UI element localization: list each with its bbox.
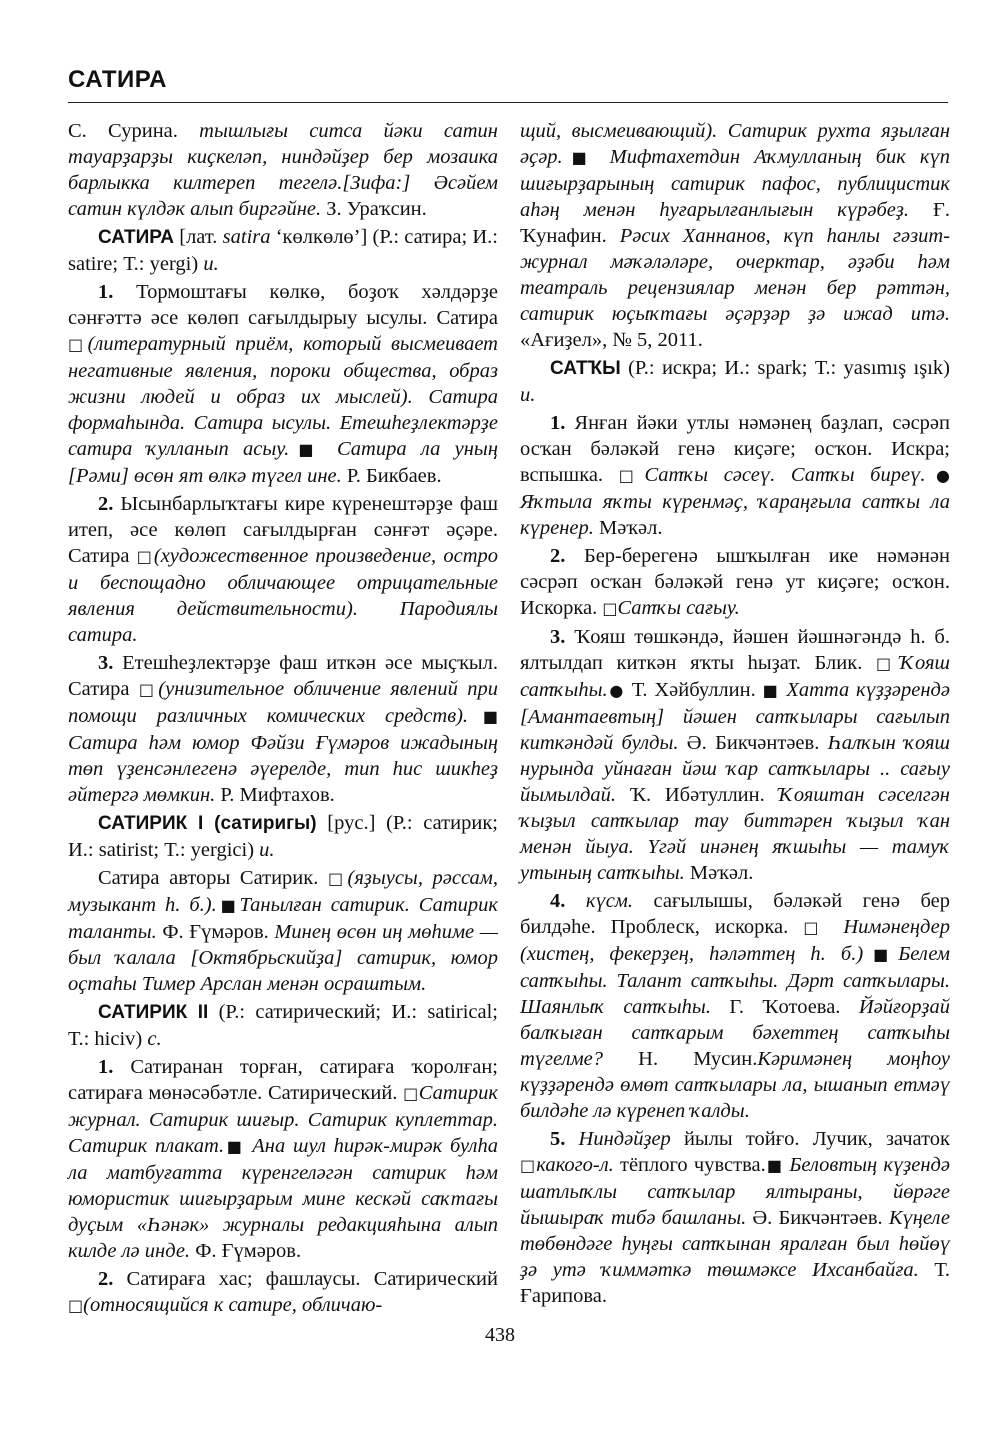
- example-text: Үгәй инәнең яҡшыһы — тамуҡ утының сатҡыһы.: [520, 836, 951, 884]
- example-text: и.: [520, 384, 536, 406]
- example-text: Ниндәйҙер: [565, 1128, 671, 1150]
- example-text: (художественное произведение, остро и беспощадно обличающее отрицательные явления действительности). Пародиялы сатира.: [68, 545, 499, 646]
- sense-number: 1.: [98, 281, 114, 303]
- entry-text: Сатиранан торған, сатираға ҡоролған; сатираға мөнәсәбәтле.: [68, 1056, 498, 1104]
- example-text: satira: [222, 226, 271, 248]
- entry-text: Ә. Бикчәнтәев.: [746, 1207, 889, 1229]
- example-text: Танылған сатирик. Сатирик таланты.: [68, 894, 498, 943]
- example-marker: ■: [216, 896, 240, 915]
- entry-text: тёплого чувства.: [613, 1154, 766, 1176]
- dictionary-sense-paragraph: [68, 1054, 498, 1264]
- entry-text: Янған йәки утлы нәмәнең баҙлап, сәсрәп осҡан бәләкәй генә киҫәге; осҡон.: [520, 412, 950, 460]
- header-rule: [68, 102, 948, 103]
- dictionary-headword-entry: [520, 355, 950, 408]
- entry-text: (Р.: сатирический; И.: satirical; Т.: hiciv): [68, 1001, 498, 1050]
- entry-text: Искорка.: [520, 597, 603, 619]
- entry-text: [лат.: [174, 226, 223, 248]
- dictionary-headword-entry: [68, 999, 498, 1052]
- entry-text: Ғ. Ҡунафин.: [520, 199, 950, 247]
- entry-text: йылы тойғо.: [670, 1128, 813, 1150]
- entry-text: Лучик, зачаток: [812, 1128, 950, 1150]
- entry-text: Сатираға хас; фашлаусы.: [113, 1268, 374, 1290]
- entry-text: (Р.: искра; И.: spark; Т.: yasımış ışık): [620, 357, 950, 379]
- example-text: Сатира һәм юмор Фәйзи Ғүмәров ижадының төп үҙенсәнлегенә әүерелде, тип һис шикһеҙ әйтергә мөмкин.: [68, 732, 498, 806]
- entry-text: Мәҡәл.: [593, 517, 663, 539]
- headword: САТИРИК II: [98, 1002, 209, 1023]
- example-text: Минең өсөн иң мөһиме — был ҡалала [Октябрьскийҙа] сатирик, юмор оҫтаһы Тимер Арслан менән осраштым.: [68, 921, 498, 995]
- dictionary-headword-entry: [68, 224, 498, 277]
- example-text: Ана шул һирәк-мирәк булһа ла матбуғатта күренгеләгән сатирик һәм юмористик шиғырҙарым мине кескәй саҡтағы дуҫым «Һәнәк» журналы редакцияһына алып килде лә инде.: [68, 1135, 498, 1262]
- example-text: Рәсих Ханнанов, күп һанлы гәзит-журнал мәҡәләләре, очерктар, әҙәби һәм театраль рецензиялар менән бер рәттән, сатирик юҫыҡтағы әҫәрҙәр ҙә ижад итә.: [520, 225, 950, 325]
- example-text: (яҙыусы, рәссам, музыкант һ. б.).: [68, 867, 498, 916]
- entry-text: Искра; вспышка.: [520, 438, 950, 486]
- entry-text: З. Ураҡсин.: [321, 198, 427, 220]
- example-text: [Зифа:] Әсәйем сатин күлдәк алып биргәйне.: [68, 172, 498, 220]
- example-text: какого-л.: [536, 1154, 614, 1176]
- example-text: Һалҡын ҡояш нурында уйнаған йәш ҡар сатҡылары .. сағыу йымылдай.: [520, 732, 950, 806]
- sense-number: 2.: [550, 545, 566, 567]
- sense-number: 2.: [98, 493, 114, 515]
- example-text: Сатҡы сәсеү. Сатҡы биреү.: [644, 464, 926, 486]
- translation-marker: □: [68, 335, 88, 354]
- example-marker: ■: [468, 707, 499, 726]
- translation-marker: □: [136, 547, 154, 566]
- entry-text: Т. Хәйбуллин.: [625, 679, 763, 701]
- translation-marker: □: [403, 1084, 419, 1103]
- dictionary-headword-entry: [68, 810, 498, 863]
- proverb-marker: ●: [607, 681, 626, 700]
- example-text: Нимәнеңдер (хистең, фекерҙең, һәләттең һ. б.): [520, 916, 950, 965]
- sense-number: 1.: [98, 1056, 114, 1078]
- page-number: 438: [485, 1324, 515, 1346]
- dictionary-sense-paragraph: [520, 543, 950, 622]
- entry-text: Ҡояш төшкәндә, йәшен йәшнәгәндә һ. б. ялтылдап киткән яҡты һыҙат.: [520, 626, 950, 674]
- example-text: Мифтахетдин Аҡмулланың бик күп шиғырҙарының сатирик пафос, публицистик аһәң менән һуғарылғанлығын күрәбеҙ.: [520, 146, 950, 221]
- running-head-title: САТИРА: [68, 66, 168, 93]
- example-text: (унизительное обличение явлений при помощи различных комических средств).: [68, 678, 498, 727]
- dictionary-sense-paragraph: [68, 650, 498, 808]
- example-marker: ■: [289, 440, 323, 459]
- entry-text: Ә. Бикчәнтәев.: [678, 732, 828, 754]
- sense-number: 4.: [550, 890, 566, 912]
- example-text: күсм.: [565, 890, 634, 912]
- dictionary-sense-paragraph: [520, 118, 950, 353]
- translation-marker: □: [618, 466, 645, 485]
- headword: САТҠЫ: [550, 358, 621, 379]
- entry-text: [рус.] (Р.: сатирик; И.: satirist; Т.: yergici): [68, 812, 498, 861]
- example-text: с.: [147, 1028, 162, 1050]
- proverb-marker: ●: [925, 466, 950, 485]
- example-text: Күңеле төбөндәге һуңғы сатҡынан яралған был һөйөү ҙә утә ҡиммәткә төшмәксе Ихсанбайға.: [520, 1207, 951, 1281]
- dictionary-sense-paragraph: [68, 1266, 498, 1319]
- example-marker: ■: [224, 1137, 245, 1156]
- translation-marker: □: [875, 654, 900, 673]
- dictionary-sense-paragraph: [520, 888, 950, 1124]
- example-text: (литературный приём, который высмеивает негативные явления, пороки общества, образ жизни людей и образ их мыслей). Сатира формаһында. Сатира ысулы. Етешһеҙлектәрҙе сатира ҡулланып асыу.: [68, 333, 498, 460]
- example-text: тышлығы ситса йәки сатин тауарҙарҙы киҫкеләп, ниндәйҙер бер мозаика барлыкка килтереп тегелә.: [68, 120, 498, 194]
- entry-text: Р. Мифтахов.: [215, 784, 335, 806]
- dictionary-sense-paragraph: [68, 279, 498, 489]
- entry-text: Проблеск, искорка.: [610, 916, 804, 938]
- entry-text: Сатирик.: [239, 867, 328, 889]
- example-text: Сатҡы сағыу.: [617, 597, 740, 619]
- entry-text: Мәҡәл.: [684, 862, 754, 884]
- example-text: Ҡояштан сәселгән ҡыҙыл сатҡылар тау биттәрен ҡыҙыл ҡан менән йыуа.: [520, 784, 950, 858]
- entry-text: Сатира авторы: [98, 867, 240, 889]
- entry-text: Сатира: [68, 678, 139, 700]
- example-text: Йәйғорҙай балҡыған сатҡарым бәхеттең сатҡыһы түгелме?: [520, 996, 950, 1070]
- entry-text: ‘көлкөлө’] (Р.: сатира; И.: satire; Т.: yergi): [68, 226, 498, 275]
- entry-text: Н. Мусин.: [603, 1048, 758, 1070]
- entry-text: Сатирический: [373, 1268, 498, 1290]
- headword: САТИРИК I (сатиригы): [98, 813, 317, 834]
- dictionary-sense-paragraph: [520, 410, 950, 541]
- entry-text: Ф. Ғүмәров.: [190, 1240, 302, 1262]
- example-text: Белем сатҡыһы. Талант сатҡыһы. Дәрт сатҡылары. Шаянлыҡ сатҡыһы.: [520, 943, 950, 1018]
- translation-marker: □: [602, 599, 618, 618]
- entry-text: Ф. Ғүмәров.: [156, 921, 269, 943]
- example-text: (относящийся к сатире, обличаю-: [83, 1294, 383, 1316]
- sense-number: 3.: [98, 652, 114, 674]
- right-column: [520, 118, 950, 1311]
- translation-marker: □: [68, 1296, 84, 1315]
- example-marker: ■: [562, 148, 596, 167]
- translation-marker: □: [520, 1156, 537, 1175]
- example-text: Ҡояш сатҡыһы.: [520, 652, 950, 701]
- sense-number: 3.: [550, 626, 566, 648]
- example-text: Кәримәнең моңһоу күҙҙәрендә өмөт сатҡылары ла, ышанып етмәү билдәһе лә күренеп ҡалды.: [520, 1048, 950, 1122]
- entry-text: Сатира: [436, 307, 498, 329]
- example-text: Сатира ла уның [Рәми] өсөн ят өлкә түгел ине.: [68, 438, 498, 487]
- left-column: [68, 118, 498, 1321]
- sense-number: 5.: [550, 1128, 566, 1150]
- example-text: Хатта күҙҙәрендә [Амантаевтың] йәшен сатҡылары сағылып киткәндәй булды.: [520, 679, 950, 754]
- entry-text: Блик.: [814, 652, 876, 674]
- headword: САТИРА: [98, 227, 175, 248]
- example-text: Беловтың күҙендә шатлыҡлы сатҡылар ялтыраны, йөрәге йышыраҡ тибә башланы.: [520, 1154, 951, 1229]
- dictionary-sense-paragraph: [520, 1126, 950, 1309]
- example-text: и.: [259, 839, 275, 861]
- entry-text: Т. Ғарипова.: [520, 1259, 950, 1307]
- example-text: щий, высмеивающий). Сатирик рухта яҙылған әҫәр.: [520, 120, 950, 168]
- example-text: Яҡтыла яҡты күренмәҫ, ҡараңғыла сатҡы ла күренер.: [520, 491, 950, 539]
- entry-text: Г. Ҡотоева.: [710, 996, 859, 1018]
- entry-text: Ҡ. Ибәтуллин.: [616, 784, 779, 806]
- running-header: [68, 66, 948, 103]
- entry-text: Ысынбарлыҡтағы кире күренештәрҙе фаш итеп, әсе көлөп сағылдырған сәнғәт әҫәре.: [68, 493, 498, 541]
- example-marker: ■: [765, 1156, 784, 1175]
- example-text: и.: [203, 253, 219, 275]
- entry-text: Р. Бикбаев.: [341, 465, 442, 487]
- dictionary-sense-paragraph: [68, 118, 498, 222]
- dictionary-sense-paragraph: [68, 865, 498, 997]
- translation-marker: □: [803, 918, 829, 937]
- dictionary-sense-paragraph: [68, 491, 498, 648]
- entry-text: Бер-берегенә ышҡылған ике нәмәнән сәсрәп осҡан бәләкәй генә ут киҫәге; осҡон.: [520, 545, 950, 593]
- entry-text: «Ағиҙел», № 5, 2011.: [520, 329, 703, 351]
- translation-marker: □: [327, 869, 348, 888]
- entry-text: С. Сурина.: [68, 120, 200, 142]
- entry-text: Сатира: [68, 545, 137, 567]
- example-text: Сатирик журнал. Сатирик шиғыр. Сатирик куплеттар. Сатирик плакат.: [68, 1082, 498, 1157]
- example-marker: ■: [762, 681, 780, 700]
- entry-text: Тормоштағы көлкө, боҙоҡ хәлдәрҙе сәнғәттә әсе көлөп сағылдырыу ысулы.: [68, 281, 498, 329]
- translation-marker: □: [138, 680, 159, 699]
- sense-number: 1.: [550, 412, 566, 434]
- entry-text: сағылышы, бәләкәй генә бер билдәһе.: [520, 890, 950, 938]
- entry-text: Сатирический.: [267, 1082, 404, 1104]
- example-marker: ■: [863, 945, 899, 964]
- entry-text: Етешһеҙлектәрҙе фаш иткән әсе мыҫҡыл.: [113, 652, 498, 674]
- dictionary-sense-paragraph: [520, 624, 950, 886]
- sense-number: 2.: [98, 1268, 114, 1290]
